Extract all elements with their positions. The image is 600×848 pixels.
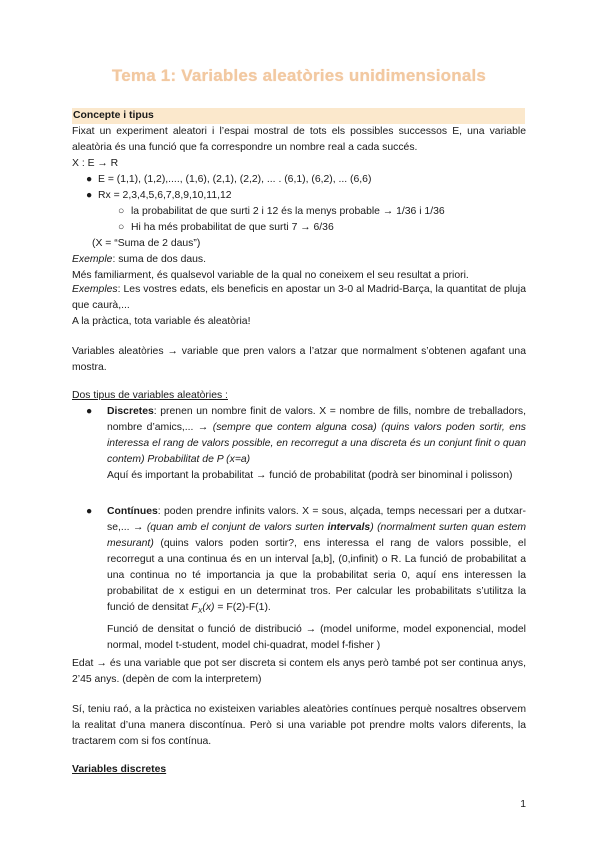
discrete-item: ● Discretes: prenen un nombre finit de valors. X = nombre de fills, nombre de treballadors, nombre d’amics,... → (sempre que contem alguna cosa) (quins valors poden sortir, ens interessa el rang de valors possible, en recorregut a una discreta és un conjunt finit o quan contem) Probabilitat de P (x=a) Aquí és important la probabilitat → funció de probabilitat (podrà ser binominal i polisson) bbox=[72, 404, 526, 484]
bullet-sample-space: ● E = (1,1), (1,2),...., (1,6), (2,1), (2,2), ... . (6,1), (6,2), ... (6,6) bbox=[72, 172, 526, 188]
section-variables-discretes: Variables discretes bbox=[72, 764, 167, 775]
page-title: Tema 1: Variables aleatòries unidimensionals bbox=[111, 66, 487, 85]
continuous-item: ● Contínues: poden prendre infinits valors. X = sous, alçada, temps necessari per a dutxar-se,... → (quan amb el conjunt de valors surten intervals) (normalment surten quan estem mesurant) (quins valors poden sortir?, ens interessa el rang de valors possible, el recorregut a una continua és en un interval [a,b], (0,infinit) o R. La funció de probabilitat a una continua no té importancia ja que la probabilitat seria 0, aquí ens interessen la probabilitat de x estigui en un determinat tros. Per calcular les probabilitats s’utilitza la funció de densitat $F_X(x) = F(2)-F(1)$. Funció de densitat o funció de distribució → (model uniforme, model exponencial, model normal, model t-student, model chi-quadrat, model f-fisher ) bbox=[72, 504, 526, 654]
bullet-range: ● Rx = 2,3,4,5,6,7,8,9,10,11,12 bbox=[72, 188, 526, 204]
practice-line: A la pràctica, tota variable és aleatòria! bbox=[72, 316, 251, 327]
bullet-icon: ● bbox=[86, 174, 93, 185]
continuous-section bbox=[72, 504, 526, 654]
hollow-bullet-icon: ○ bbox=[118, 222, 125, 233]
bullet-icon: ● bbox=[86, 190, 93, 201]
intro-paragraph: Fixat un experiment aleatori i l’espai mostral de tots els possibles successos E, una variable aleatòria és una funció que fa correspondre un nombre real a cada succés. bbox=[72, 126, 526, 153]
example-line: Exemple: suma de dos daus. bbox=[72, 254, 207, 265]
x-definition: (X = “Suma de 2 daus”) bbox=[92, 238, 201, 249]
section-heading: Concepte i tipus bbox=[72, 108, 525, 124]
continuous-extra: Funció de densitat o funció de distribució → (model uniforme, model exponencial, model normal, model t-student, model chi-quadrat, model f-fisher ) bbox=[107, 624, 526, 652]
types-section bbox=[72, 388, 526, 484]
sub-bullet-probability-min: ○ la probabilitat de que surti 2 i 12 és la menys probable → 1/36 i 1/36 bbox=[72, 204, 526, 220]
variable-definition: Variables aleatòries → variable que pren valors a l’atzar que normalment s’obtenen agafant una mostra. bbox=[72, 346, 526, 373]
discrete-extra: Aquí és important la probabilitat → funció de probabilitat (podrà ser binominal i polisson) bbox=[107, 470, 513, 481]
age-note: Edat → és una variable que pot ser discreta si contem els anys però també pot ser continua anys, 2’45 anys. (depèn de com la interpretem) bbox=[72, 658, 526, 685]
examples-paragraph: Exemples: Les vostres edats, els beneficis en apostar un 3-0 al Madrid-Barça, la quantitat de pluja que caurà,... bbox=[72, 284, 526, 311]
bullet-icon: ● bbox=[86, 506, 93, 517]
sub-bullet-probability-max: ○ Hi ha més probabilitat de que surti 7 → 6/36 bbox=[72, 220, 526, 236]
types-heading: Dos tipus de variables aleatòries : bbox=[72, 390, 228, 401]
bullet-icon: ● bbox=[86, 406, 93, 417]
mapping-line: X : E → R bbox=[72, 158, 119, 169]
page-number: 1 bbox=[520, 799, 526, 810]
density-function: $F_X(x)$ bbox=[191, 602, 215, 616]
closing-note: Sí, teniu raó, a la pràctica no existeixen variables aleatòries contínues perquè nosaltres observem la realitat d’una manera discontínua. Però si una variable pot prendre molts valors diferents, la tractarem com si fos contínua. bbox=[72, 704, 526, 747]
section-concepte bbox=[72, 108, 526, 284]
familiar-line: Més familiarment, és qualsevol variable de la qual no coneixem el seu resultat a priori. bbox=[72, 270, 469, 281]
hollow-bullet-icon: ○ bbox=[118, 206, 125, 217]
